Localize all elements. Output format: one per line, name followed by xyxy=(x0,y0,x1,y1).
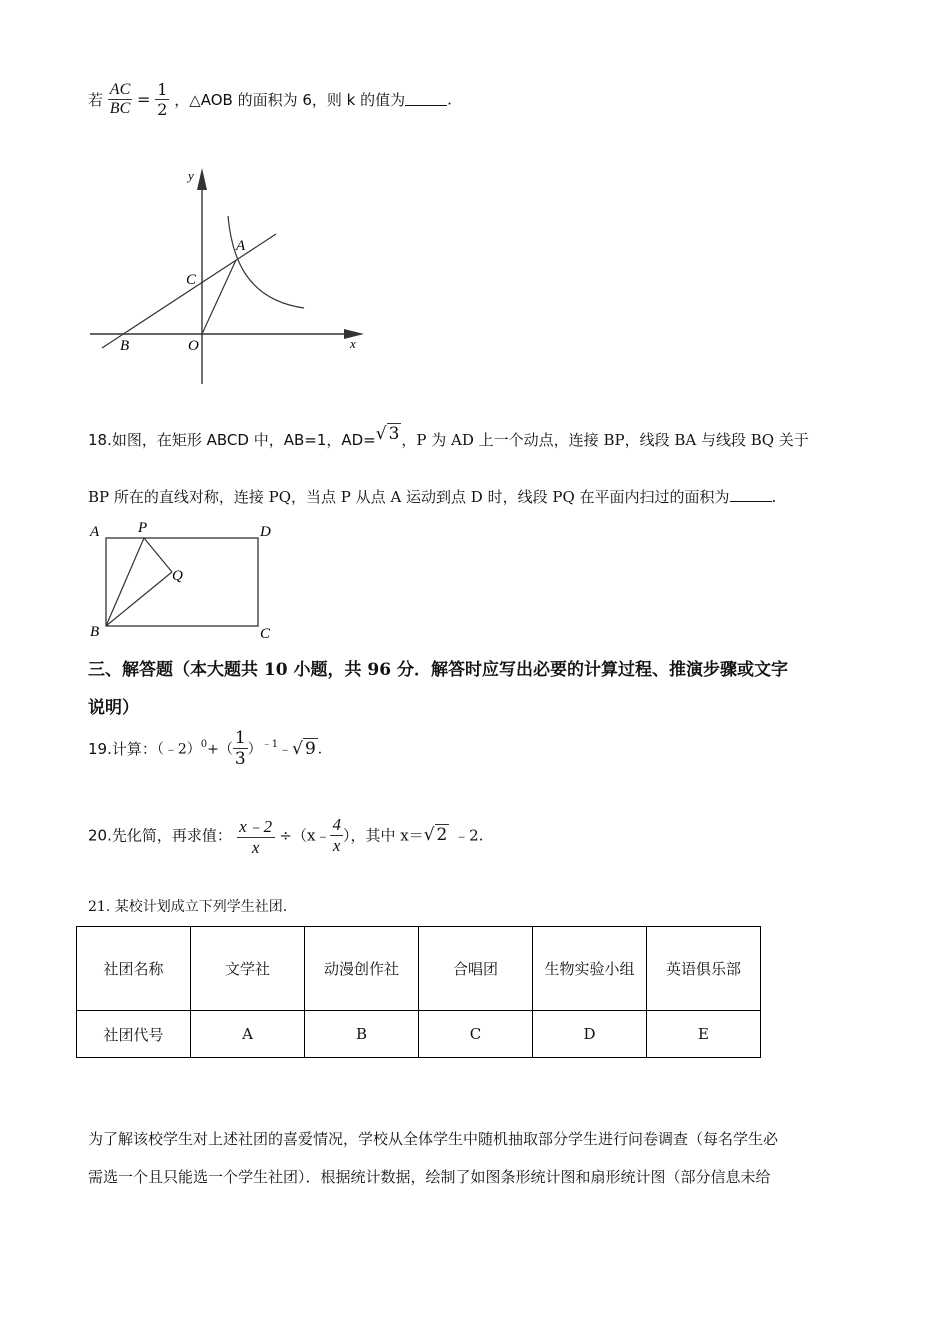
segment-bq xyxy=(106,572,172,626)
q17-prefix: 若 xyxy=(88,91,104,109)
q17-line xyxy=(88,80,452,119)
q18-text-line2: BP 所在的直线对称，连接 PQ，当点 P 从点 A 运动到点 D 时，线段 PQ 在平面内扫过的面积为 xyxy=(88,488,730,506)
q18-answer-blank[interactable] xyxy=(730,489,772,502)
clubs-table xyxy=(76,926,761,1058)
table-cell: B xyxy=(305,1011,419,1058)
q19-exp1: ﹣1 xyxy=(261,738,279,750)
q20-sqrt: √ 2 xyxy=(423,825,448,845)
table-cell: C xyxy=(419,1011,533,1058)
table-cell: 社团代号 xyxy=(77,1011,191,1058)
q17-fraction-half: $\frac{1}{2}$ xyxy=(157,80,168,119)
q20-end: ﹣2. xyxy=(454,826,484,845)
q19-minus: ﹣ xyxy=(278,741,293,758)
table-cell: 文学社 xyxy=(191,927,305,1011)
y-axis-arrow xyxy=(197,168,207,190)
q19-exp0: 0 xyxy=(200,738,208,750)
table-cell: 动漫创作社 xyxy=(305,927,419,1011)
q17-equals: = xyxy=(137,90,151,109)
q18-sqrt: √ 3 xyxy=(375,424,400,444)
table-cell: 生物实验小组 xyxy=(533,927,647,1011)
q18-text-a: 18.如图，在矩形 ABCD 中，AB=1，AD= xyxy=(88,431,376,449)
q18-line2 xyxy=(88,486,776,507)
q17-figure xyxy=(88,160,378,390)
q19-line xyxy=(88,728,332,769)
table-row xyxy=(77,1011,761,1058)
q18-text-b: ，P 为 AD 上一个动点，连接 BP，线段 BA 与线段 BQ 关于 xyxy=(401,431,809,449)
q19-sqrt: √ 9 xyxy=(292,738,316,759)
label-a: A xyxy=(236,238,246,254)
label-x: x xyxy=(350,336,356,351)
label-y: y xyxy=(188,168,194,183)
q20-mid: ），其中 x＝ xyxy=(342,826,424,845)
q18-end: . xyxy=(771,488,777,506)
line-bca xyxy=(102,234,276,348)
label-d: D xyxy=(260,524,271,540)
q18-line1 xyxy=(88,424,809,450)
label-q: Q xyxy=(172,568,183,584)
table-cell: E xyxy=(647,1011,761,1058)
section-3-heading-line2: 说明） xyxy=(88,698,139,718)
q17-end: . xyxy=(447,90,452,109)
q20-label: 20.先化简，再求值： xyxy=(88,826,232,845)
table-cell: 英语俱乐部 xyxy=(647,927,761,1011)
table-row xyxy=(77,927,761,1011)
q19-plus: +（ xyxy=(207,741,233,758)
q19-fraction: $\frac{1}{3}$ xyxy=(234,728,246,769)
label-o: O xyxy=(188,338,199,354)
q20-fraction1: $\frac{x﹣2}{x}$ xyxy=(237,812,275,858)
label-p: P xyxy=(138,520,148,536)
section-3-heading-line1: 三、解答题（本大题共 10 小题，共 96 分．解答时应写出必要的计算过程、推演步骤或文字 xyxy=(88,660,788,680)
q20-div: ÷（x﹣ xyxy=(279,826,331,845)
table-cell: D xyxy=(533,1011,647,1058)
label-b: B xyxy=(90,624,100,640)
q21-paragraph-line2: 需选一个且只能选一个学生社团）．根据统计数据，绘制了如图条形统计图和扇形统计图（部分信息未给 xyxy=(88,1168,771,1186)
q21-paragraph-line1: 为了解该校学生对上述社团的喜爱情况，学校从全体学生中随机抽取部分学生进行问卷调查（每名学生必 xyxy=(88,1130,779,1148)
hyperbola-curve xyxy=(228,216,304,308)
q19-end: ． xyxy=(317,741,332,758)
q18-figure xyxy=(86,518,286,644)
segment-pq xyxy=(144,538,172,572)
q20-line xyxy=(88,812,483,858)
label-c: C xyxy=(260,626,271,642)
q19-close: ） xyxy=(247,741,262,758)
q19-part1: （﹣2） xyxy=(156,741,201,758)
table-cell: 社团名称 xyxy=(77,927,191,1011)
q17-fraction-ac-bc: $\frac{AC}{BC}$ xyxy=(109,81,131,117)
label-b: B xyxy=(120,338,130,354)
label-c: C xyxy=(186,272,197,288)
segment-bp xyxy=(106,538,144,626)
q20-fraction2: $\frac{4}{x}$ xyxy=(332,814,341,855)
label-a: A xyxy=(90,524,100,540)
q17-text: ，△AOB 的面积为 6，则 k 的值为 xyxy=(174,91,406,109)
q17-answer-blank[interactable] xyxy=(405,93,447,106)
table-cell: A xyxy=(191,1011,305,1058)
table-cell: 合唱团 xyxy=(419,927,533,1011)
q21-intro: 21. 某校计划成立下列学生社团. xyxy=(88,899,288,915)
q19-label: 19.计算： xyxy=(88,740,157,758)
